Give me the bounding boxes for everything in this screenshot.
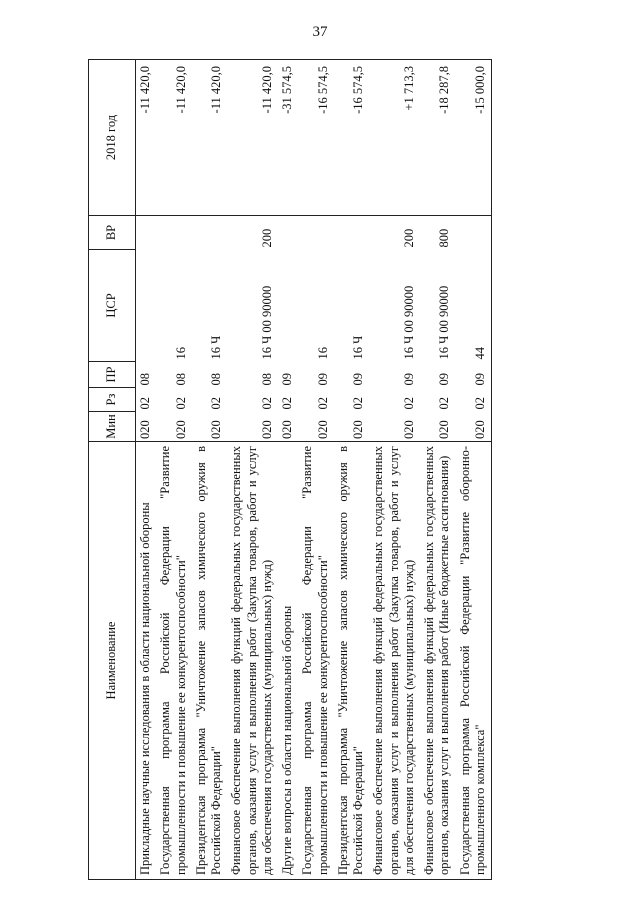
table-row — [298, 60, 334, 880]
table-row — [369, 60, 420, 880]
row-sum: -11 420,0 — [136, 60, 157, 216]
row-csr — [278, 250, 298, 362]
row-min: 020 — [259, 420, 274, 439]
row-name: Государственная программа Российской Федерации "Развитие оборонно-промышленного комплекса" — [456, 442, 492, 880]
table-row — [136, 60, 157, 880]
row-csr: 44 — [456, 250, 492, 362]
row-pr: 08 — [173, 373, 188, 386]
row-name: Президентская программа "Уничтожение запасов химического оружия в Российской Федерации" — [192, 442, 228, 880]
row-rz: 02 — [209, 397, 223, 410]
table-row — [278, 60, 298, 880]
header-name: Наименование — [89, 442, 136, 880]
row-pr: 09 — [351, 373, 365, 386]
row-vr: 200 — [259, 228, 274, 248]
row-min: 020 — [138, 420, 152, 439]
row-rz: 02 — [173, 397, 188, 410]
row-pr: 09 — [456, 362, 492, 388]
row-csr: 16 Ч 00 90000 — [401, 285, 416, 360]
row-min: 020 — [315, 420, 330, 439]
row-rz: 02 — [259, 397, 274, 410]
row-pr: 09 — [315, 373, 330, 386]
row-rz: 02 — [456, 388, 492, 412]
header-rz: Рз — [89, 388, 136, 412]
row-csr: 16 Ч 00 90000 — [437, 285, 452, 360]
table-row — [334, 60, 370, 880]
row-name: Финансовое обеспечение выполнения функций федеральных государственных органов, оказания услуг и выполнения работ (Закупка товаров, работ и услуг для обеспечения государственных (муниципальных) нужд) — [227, 442, 278, 880]
row-vr: 800 — [437, 228, 452, 248]
row-csr: 16 Ч — [351, 335, 365, 360]
table-row — [192, 60, 228, 880]
row-rz: 02 — [138, 397, 152, 410]
row-vr — [278, 216, 298, 250]
row-sum: -18 287,8 — [420, 60, 456, 216]
row-pr: 08 — [138, 373, 152, 386]
row-sum: -16 574,5 — [298, 60, 334, 216]
row-vr: 200 — [401, 228, 416, 248]
row-vr — [334, 216, 370, 250]
row-name: Президентская программа "Уничтожение запасов химического оружия в Российской Федерации" — [334, 442, 370, 880]
header-csr: ЦСР — [89, 250, 136, 362]
row-min: 020 — [280, 420, 294, 439]
row-vr — [156, 216, 192, 250]
row-name: Государственная программа Российской Федерации "Развитие промышленности и повышение ее конкурентоспособности" — [156, 442, 192, 880]
row-min: 020 — [456, 412, 492, 442]
budget-table — [88, 59, 492, 880]
row-csr: 16 — [173, 347, 188, 360]
row-min: 020 — [173, 420, 188, 439]
row-sum: -11 420,0 — [192, 60, 228, 216]
table-row — [227, 60, 278, 880]
table-header-row — [89, 60, 136, 880]
header-year: 2018 год — [89, 60, 136, 216]
row-min: 020 — [351, 420, 365, 439]
row-vr — [298, 216, 334, 250]
row-vr — [192, 216, 228, 250]
row-csr: 16 Ч 00 90000 — [259, 285, 274, 360]
row-pr: 09 — [437, 373, 452, 386]
row-name: Государственная программа Российской Федерации "Развитие промышленности и повышение ее конкурентоспособности" — [298, 442, 334, 880]
page-number: 37 — [312, 24, 328, 40]
table-row — [420, 60, 456, 880]
row-name: Финансовое обеспечение выполнения функций федеральных государственных органов, оказания услуг и выполнения работ (Закупка товаров, работ и услуг для обеспечения государственных (муниципальных) нужд) — [369, 442, 420, 880]
rotated-table-wrapper — [88, 60, 608, 880]
row-sum: -31 574,5 — [278, 60, 298, 216]
row-sum: -15 000,0 — [456, 60, 492, 216]
row-rz: 02 — [401, 397, 416, 410]
row-min: 020 — [209, 420, 223, 439]
row-sum: -11 420,0 — [156, 60, 192, 216]
table-row — [456, 60, 492, 880]
header-vr: ВР — [89, 216, 136, 250]
row-pr: 08 — [209, 373, 223, 386]
row-name: Другие вопросы в области национальной обороны — [278, 442, 298, 880]
header-pr: ПР — [89, 362, 136, 388]
row-name: Прикладные научные исследования в области национальной обороны — [136, 442, 157, 880]
row-pr: 09 — [401, 373, 416, 386]
row-pr: 08 — [259, 373, 274, 386]
row-rz: 02 — [315, 397, 330, 410]
header-min: Мин — [89, 412, 136, 442]
row-rz: 02 — [437, 397, 452, 410]
table-row — [156, 60, 192, 880]
row-vr — [456, 216, 492, 250]
row-sum: +1 713,3 — [369, 60, 420, 216]
row-pr: 09 — [280, 373, 294, 386]
row-min: 020 — [401, 420, 416, 439]
row-rz: 02 — [351, 397, 365, 410]
row-csr — [136, 250, 157, 362]
row-min: 020 — [437, 420, 452, 439]
row-csr: 16 — [315, 347, 330, 360]
row-sum: -16 574,5 — [334, 60, 370, 216]
row-csr: 16 Ч — [209, 335, 223, 360]
row-rz: 02 — [280, 397, 294, 410]
row-sum: -11 420,0 — [227, 60, 278, 216]
row-vr — [136, 216, 157, 250]
table-body — [136, 60, 492, 880]
row-name: Финансовое обеспечение выполнения функций федеральных государственных органов, оказания услуг и выполнения работ (Иные бюджетные ассигнования) — [420, 442, 456, 880]
